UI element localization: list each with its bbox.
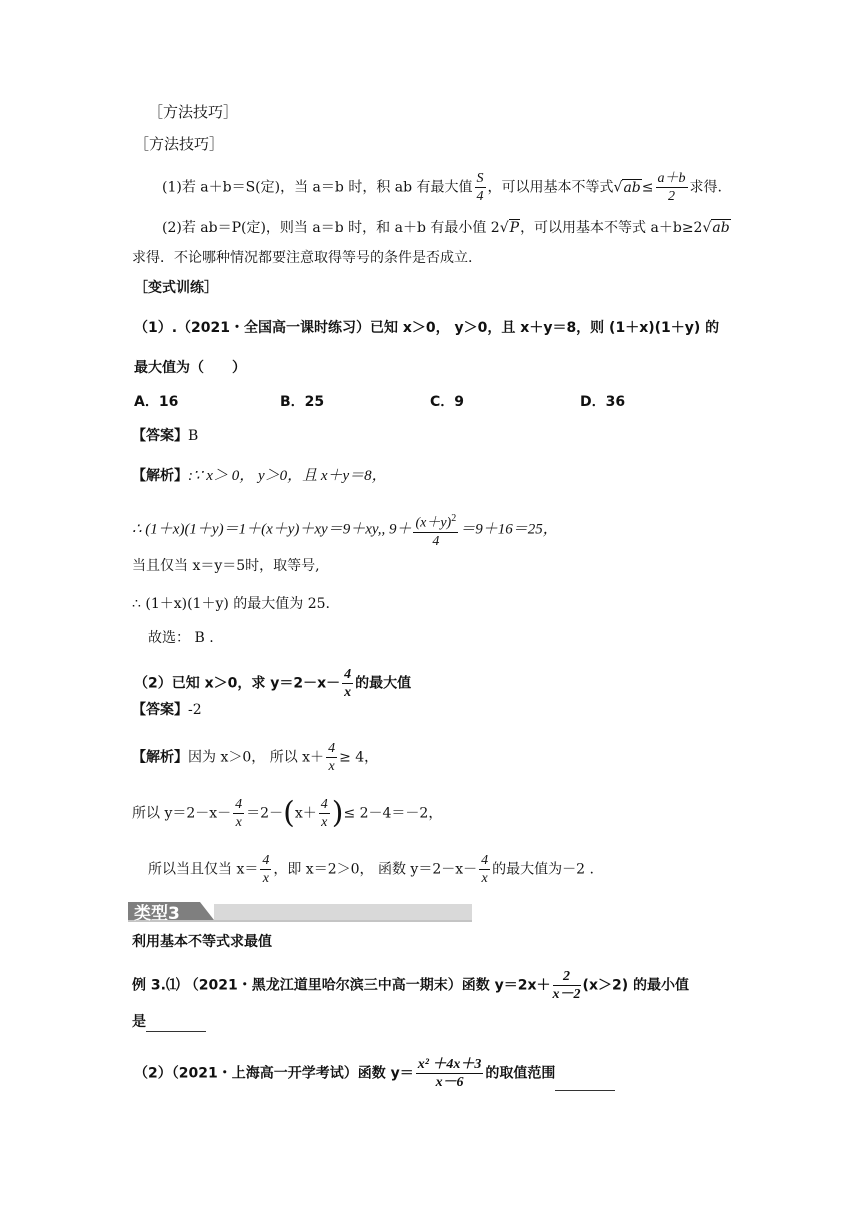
solution-2-line-3: 所以当且仅当 x＝ $\frac{4}{x}$ ，即 x＝2＞0， 函数 y＝2－x－ $\frac{4}{x}$ 的最大值为－2 . (148, 853, 594, 886)
tip-2-continued: 求得．不论哪种情况都要注意取得等号的条件是否成立. (132, 250, 473, 266)
choice-b: B．25 (280, 394, 325, 410)
method-heading-1: ［方法技巧］ (148, 103, 239, 121)
choice-c: C．9 (430, 394, 465, 410)
answer-blank-2[interactable] (555, 1076, 615, 1091)
tip-1: (1)若 a＋b＝S(定)，当 a＝b 时，积 ab 有最大值 $\frac{S}{4}$ ，可以用基本不等式√ab≤ $\frac{a+b}{2}$ 求得. (162, 171, 722, 204)
solution-1-line-5: 故选： B . (148, 630, 214, 646)
type-title: 利用基本不等式求最值 (132, 934, 272, 950)
tip-2: (2)若 ab＝P(定)，则当 a＝b 时，和 a＋b 有最小值 2√P，可以用基本不等式 a＋b≥2√ab (162, 220, 730, 236)
example-3-1-line-2: 是 (132, 1012, 206, 1032)
answer-1: 【答案】B (132, 428, 199, 444)
variant-training-heading: ［变式训练］ (134, 280, 218, 296)
choice-a: A．16 (134, 394, 179, 410)
question-1-line-2: 最大值为（ ） (134, 360, 246, 376)
question-2: （2）已知 x＞0，求 y＝2－x－ $\frac{4}{x}$ 的最大值 (134, 667, 412, 700)
solution-1-line-4: ∴ (1＋x)(1＋y) 的最大值为 25. (132, 596, 330, 612)
example-3-1: 例 3.⑴ （2021・黑龙江道里哈尔滨三中高一期末）函数 y＝2x＋ $\frac{2}{x-2}$ (x＞2) 的最小值 (132, 969, 689, 1002)
type-banner-label: 类型3 (134, 904, 180, 924)
solution-1-line-3: 当且仅当 x＝y＝5时，取等号, (132, 558, 320, 574)
example-3-2: （2）（2021・上海高一开学考试）函数 y＝ $\frac{\text{x² ＋4x＋3}}{x-6}$ 的取值范围 (134, 1056, 615, 1091)
answer-2: 【答案】-2 (132, 702, 202, 718)
choice-d: D．36 (580, 394, 626, 410)
solution-1-line-1: 【解析】:∵ x＞ 0， y＞0，且 x＋y＝8， (132, 468, 387, 484)
question-1-line-1: （1）.（2021・全国高一课时练习）已知 x＞0， y＞0，且 x＋y＝8，则 (1＋x)(1＋y) 的 (134, 320, 720, 336)
solution-2-line-1: 【解析】因为 x＞0， 所以 x＋ $\frac{4}{x}$ ≥ 4， (132, 741, 379, 774)
method-heading-2: ［方法技巧］ (134, 135, 225, 153)
solution-1-line-2: ∴ (1＋x)(1＋y)＝1＋(x＋y)＋xy＝9＋xy,, 9＋ $\frac{(x+y)^2}{4}$ ＝9＋16＝25， (132, 510, 558, 550)
type-banner (128, 898, 472, 922)
solution-2-line-2: 所以 y＝2－x－ $\frac{4}{x}$ ＝2－(x＋ $\frac{4}{x}$ )≤ 2－4＝－2， (132, 795, 443, 831)
answer-blank-1[interactable] (146, 1017, 206, 1032)
